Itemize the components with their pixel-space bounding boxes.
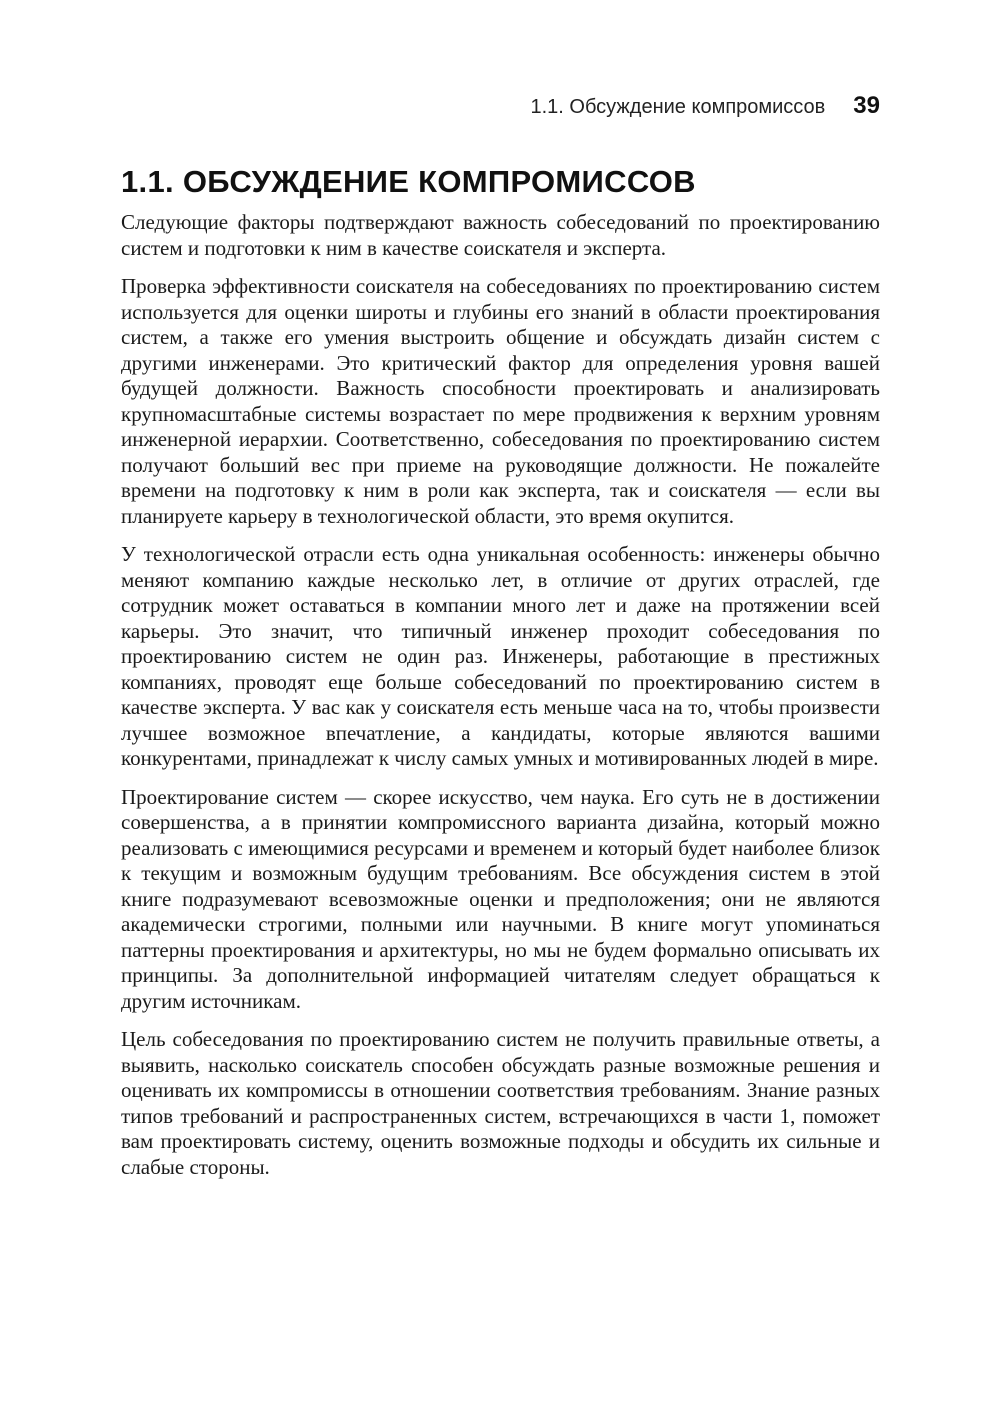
page-number: 39 — [853, 92, 880, 119]
paragraph: Цель собеседования по проектированию систем не получить правильные ответы, а выявить, насколько соискатель способен обсуждать разные возможные решения и оценивать их компромиссы в отношении соответствия требованиям. Знание разных типов требований и распространенных систем, встречающихся в части 1, поможет вам проектировать систему, оценить возможные подходы и обсудить их сильные и слабые стороны. — [121, 1027, 880, 1179]
body-text — [121, 210, 880, 1193]
running-header — [530, 92, 880, 120]
running-title: 1.1. Обсуждение компромиссов — [530, 96, 826, 118]
paragraph: Следующие факторы подтверждают важность собеседований по проектированию систем и подготовки к ним в качестве соискателя и эксперта. — [121, 210, 880, 260]
paragraph: Проектирование систем — скорее искусство, чем наука. Его суть не в достижении совершенства, а в принятии компромиссного варианта дизайна, который можно реализовать с имеющимися ресурсами и временем и который будет наиболее близок к текущим и возможным будущим требованиям. Все обсуждения систем в этой книге подразумевают всевозможные оценки и предположения; они не являются академически строгими, полными или научными. В книге могут упоминаться паттерны проектирования и архитектуры, но мы не будем формально описывать их принципы. За дополнительной информацией читателям следует обращаться к другим источникам. — [121, 784, 880, 1013]
section-heading: 1.1. ОБСУЖДЕНИЕ КОМПРОМИССОВ — [121, 164, 696, 199]
paragraph: Проверка эффективности соискателя на собеседованиях по проектированию систем используется для оценки широты и глубины его знаний в области проектирования систем, а также его умения выстроить общение и обсуждать дизайн систем с другими инженерами. Это критический фактор для определения уровня вашей будущей должности. Важность способности проектировать и анализировать крупномасштабные системы возрастает по мере продвижения к верхним уровням инженерной иерархии. Соответственно, собеседования по проектированию систем получают больший вес при приеме на руководящие должности. Не пожалейте времени на подготовку к ним в роли как эксперта, так и соискателя — если вы планируете карьеру в технологической области, это время окупится. — [121, 274, 880, 528]
paragraph: У технологической отрасли есть одна уникальная особенность: инженеры обычно меняют компанию каждые несколько лет, в отличие от других отраслей, где сотрудник может оставаться в компании много лет и даже на протяжении всей карьеры. Это значит, что типичный инженер проходит собеседования по проектированию систем не один раз. Инженеры, работающие в престижных компаниях, проводят еще больше собеседований по проектированию систем в качестве эксперта. У вас как у соискателя есть меньше часа на то, чтобы произвести лучшее возможное впечатление, а кандидаты, которые являются вашими конкурентами, принадлежат к числу самых умных и мотивированных людей в мире. — [121, 542, 880, 770]
